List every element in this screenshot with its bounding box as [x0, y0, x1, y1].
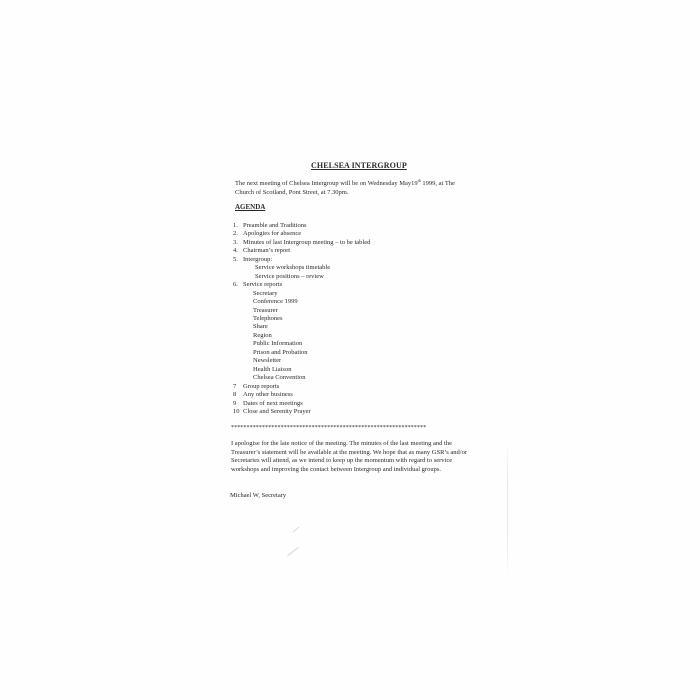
signature: Michael W, Secretary: [230, 492, 287, 499]
agenda-subitem: Treasurer: [253, 306, 278, 314]
agenda-item-number: 9: [233, 399, 237, 407]
agenda-item-text: Minutes of last Intergroup meeting – to be tabled: [243, 238, 371, 246]
agenda-item: [233, 281, 473, 289]
agenda-subitem: Public Information: [253, 340, 303, 348]
agenda-item: [233, 222, 473, 230]
document-title: CHELSEA INTERGROUP: [311, 161, 407, 170]
notice-paragraph: I apologise for the late notice of the meeting. The minutes of the last meeting and the Treasurer’s statement will be available at the meeting. We hope that as many GSR’s and/or Secretaries will attend, as we intend to keep up the momentum with regard to service workshops and improving the contact between Intergroup and individual groups.: [231, 440, 468, 473]
agenda-item-number: 7: [233, 382, 237, 390]
scan-edge-line: [507, 440, 508, 580]
agenda-item: [233, 383, 473, 391]
agenda-item-text: Close and Serenity Prayer: [243, 407, 311, 415]
agenda-item-number: 1.: [233, 222, 238, 229]
agenda-subitem: Secretary: [253, 289, 278, 297]
agenda-subitem: Conference 1999: [253, 298, 298, 306]
agenda-item-text: Dates of next meetings: [243, 399, 303, 407]
meeting-intro: [235, 179, 471, 197]
agenda-item-number: 10: [233, 407, 240, 415]
separator-line: ***************************************************************: [231, 425, 427, 431]
agenda-item: [233, 230, 473, 238]
agenda-item: [233, 256, 473, 264]
agenda-subitem: Newsletter: [253, 357, 282, 365]
agenda-item-text: Any other business: [243, 391, 293, 399]
agenda-subitem: Health Liaison: [253, 365, 292, 373]
agenda-item: [233, 247, 473, 255]
agenda-list: [233, 222, 473, 416]
agenda-subitem: Share: [253, 323, 268, 331]
agenda-subitem: Service positions – review: [255, 272, 324, 280]
agenda-item-number: 3.: [233, 238, 238, 246]
agenda-item: [233, 391, 473, 399]
agenda-subitem: Chelsea Convention: [253, 374, 306, 382]
intro-text-end: 1999, at The Church of Scotland, Pont Street, at 7.30pm.: [235, 180, 455, 196]
agenda-item-text: Service reports: [243, 281, 283, 289]
agenda-subitem: Service workshops timetable: [255, 264, 331, 272]
agenda-item-number: 6.: [233, 281, 238, 289]
agenda-item-text: Preamble and Traditions: [243, 222, 307, 229]
agenda-item-number: 4.: [233, 247, 238, 255]
agenda-item: [233, 239, 473, 247]
agenda-item-text: Group reports: [243, 382, 280, 390]
agenda-item-text: Intergroup:: [243, 255, 273, 263]
agenda-item-text: Apologies for absence: [243, 230, 302, 238]
agenda-subitem: Region: [253, 331, 272, 339]
agenda-item-number: 2.: [233, 230, 238, 238]
scan-mark: [293, 527, 300, 533]
agenda-item-number: 8: [233, 391, 237, 399]
scan-mark: [287, 547, 299, 556]
agenda-subitem: Prison and Probation: [253, 348, 308, 356]
agenda-item: [233, 408, 473, 416]
intro-superscript: th: [417, 178, 421, 183]
agenda-heading: AGENDA: [235, 203, 266, 211]
agenda-item-number: 5.: [233, 255, 238, 263]
agenda-item: [233, 400, 473, 408]
agenda-item-text: Chairman’s report: [243, 247, 291, 255]
intro-text-start: The next meeting of Chelsea Intergroup will be on Wednesday May19: [235, 180, 418, 187]
agenda-subitem: Telephones: [253, 314, 283, 322]
